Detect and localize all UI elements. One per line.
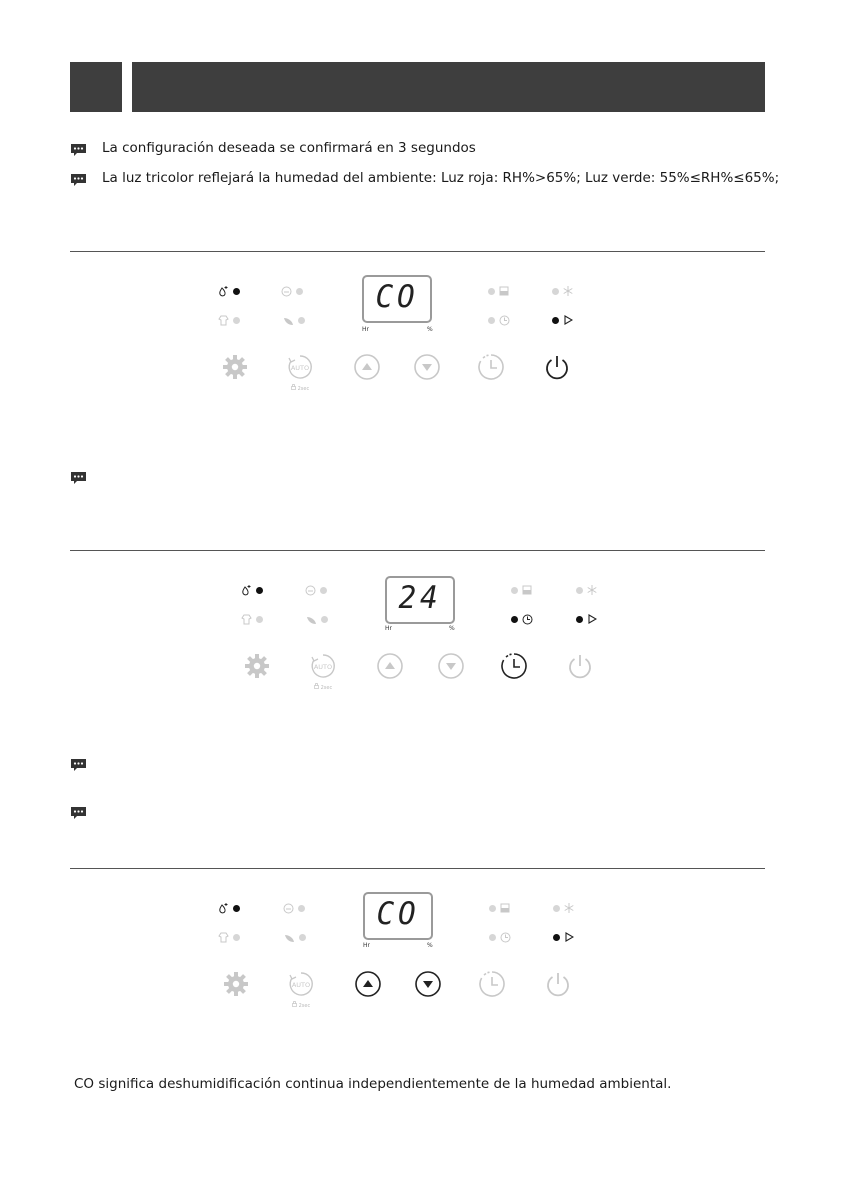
lock-icon	[292, 1001, 297, 1007]
status-dot	[256, 587, 263, 594]
note-confirm: La configuración deseada se confirmará en 3 segundos	[102, 140, 476, 156]
arrow-up-icon	[376, 652, 404, 680]
timer-icon	[478, 970, 506, 998]
power-icon	[544, 970, 572, 998]
settings-button[interactable]	[222, 970, 250, 998]
indicator-fan	[576, 614, 597, 624]
gear-icon	[243, 652, 271, 680]
snowflake-icon	[563, 286, 573, 296]
divider	[70, 868, 765, 869]
status-dot	[553, 905, 560, 912]
timer-button[interactable]	[500, 652, 528, 680]
arrow-up-icon	[354, 970, 382, 998]
status-dot	[320, 587, 327, 594]
indicator-defrost	[576, 585, 597, 595]
leaf-icon	[284, 932, 295, 943]
lcd-display	[363, 892, 433, 940]
fan-icon	[587, 614, 597, 624]
arrow-up-icon	[353, 353, 381, 381]
status-dot	[489, 905, 496, 912]
status-dot	[552, 288, 559, 295]
status-dot	[488, 288, 495, 295]
speech-bubble-icon	[70, 471, 87, 485]
child-lock-hint	[292, 1001, 310, 1009]
indicator-fan	[553, 932, 574, 942]
lcd-display	[362, 275, 432, 323]
face-icon	[283, 903, 294, 914]
up-button[interactable]	[353, 353, 381, 381]
down-button[interactable]	[437, 652, 465, 680]
power-icon	[566, 652, 594, 680]
indicator-timer	[511, 614, 533, 625]
control-panel-1	[0, 265, 843, 415]
indicator-dehumidify	[218, 902, 240, 914]
indicator-sleep	[284, 932, 306, 943]
section-number-box	[70, 62, 122, 112]
status-dot	[511, 616, 518, 623]
lcd-percent-label: %	[427, 942, 433, 949]
gear-icon	[222, 970, 250, 998]
indicator-mode	[281, 286, 303, 297]
auto-icon	[286, 353, 314, 381]
auto-label: AUTO	[290, 364, 310, 372]
up-button[interactable]	[376, 652, 404, 680]
indicator-mode	[283, 903, 305, 914]
lock-icon	[291, 384, 296, 390]
control-panel-2	[0, 566, 843, 716]
snowflake-icon	[587, 585, 597, 595]
status-dot	[552, 317, 559, 324]
control-panel-3	[0, 882, 843, 1032]
shirt-icon	[241, 614, 252, 625]
status-dot	[233, 288, 240, 295]
clock-icon	[499, 315, 510, 326]
divider	[70, 251, 765, 252]
speech-bubble-icon	[70, 173, 87, 187]
droplet-icon	[218, 902, 229, 914]
indicator-tank-full	[488, 286, 509, 296]
lock-icon	[314, 683, 319, 689]
timer-icon	[500, 652, 528, 680]
lcd-display	[385, 576, 455, 624]
status-dot	[298, 905, 305, 912]
status-dot	[256, 616, 263, 623]
power-icon	[543, 353, 571, 381]
tank-icon	[500, 903, 510, 913]
auto-button[interactable]	[286, 353, 314, 381]
speech-bubble-icon	[70, 143, 87, 157]
timer-button[interactable]	[477, 353, 505, 381]
indicator-dehumidify	[218, 285, 240, 297]
indicator-sleep	[306, 614, 328, 625]
indicator-dehumidify	[241, 584, 263, 596]
lcd-hr-label: Hr	[363, 942, 370, 949]
status-dot	[511, 587, 518, 594]
lcd-value: 24	[398, 580, 442, 616]
speech-bubble-icon	[70, 806, 87, 820]
status-dot	[299, 934, 306, 941]
leaf-icon	[283, 315, 294, 326]
auto-label: AUTO	[313, 663, 333, 671]
settings-button[interactable]	[243, 652, 271, 680]
auto-button[interactable]	[309, 652, 337, 680]
clock-icon	[500, 932, 511, 943]
lcd-hr-label: Hr	[385, 625, 392, 632]
child-lock-hint	[314, 683, 332, 691]
settings-button[interactable]	[221, 353, 249, 381]
lcd-value: CO	[376, 896, 420, 932]
lcd-percent-label: %	[427, 326, 433, 333]
arrow-down-icon	[413, 353, 441, 381]
fan-icon	[564, 932, 574, 942]
indicator-laundry	[218, 932, 240, 943]
snowflake-icon	[564, 903, 574, 913]
droplet-icon	[218, 285, 229, 297]
face-icon	[281, 286, 292, 297]
auto-label: AUTO	[291, 981, 311, 989]
footer-note: CO significa deshumidificación continua independientemente de la humedad ambiental.	[74, 1076, 672, 1092]
status-dot	[488, 317, 495, 324]
power-button[interactable]	[566, 652, 594, 680]
lock-duration: 2sec	[297, 386, 310, 392]
note-tricolor-light: La luz tricolor reflejará la humedad del ambiente: Luz roja: RH%>65%; Luz verde: 55%≤RH%≤65%;	[102, 170, 780, 186]
shirt-icon	[218, 932, 229, 943]
status-dot	[296, 288, 303, 295]
indicator-mode	[305, 585, 327, 596]
lcd-value: CO	[375, 279, 419, 315]
power-button[interactable]	[544, 970, 572, 998]
lcd-hr-label: Hr	[362, 326, 369, 333]
shirt-icon	[218, 315, 229, 326]
auto-icon	[287, 970, 315, 998]
droplet-icon	[241, 584, 252, 596]
indicator-defrost	[552, 286, 573, 296]
leaf-icon	[306, 614, 317, 625]
status-dot	[553, 934, 560, 941]
status-dot	[576, 587, 583, 594]
down-button[interactable]	[414, 970, 442, 998]
indicator-laundry	[218, 315, 240, 326]
child-lock-hint	[291, 384, 309, 392]
tank-icon	[522, 585, 532, 595]
lock-duration: 2sec	[320, 685, 333, 691]
status-dot	[233, 317, 240, 324]
gear-icon	[221, 353, 249, 381]
section-title-bar	[132, 62, 765, 112]
indicator-laundry	[241, 614, 263, 625]
status-dot	[233, 934, 240, 941]
down-button[interactable]	[413, 353, 441, 381]
indicator-sleep	[283, 315, 305, 326]
tank-icon	[499, 286, 509, 296]
indicator-timer	[489, 932, 511, 943]
status-dot	[233, 905, 240, 912]
fan-icon	[563, 315, 573, 325]
status-dot	[298, 317, 305, 324]
status-dot	[321, 616, 328, 623]
indicator-tank-full	[511, 585, 532, 595]
indicator-fan	[552, 315, 573, 325]
indicator-tank-full	[489, 903, 510, 913]
up-button[interactable]	[354, 970, 382, 998]
clock-icon	[522, 614, 533, 625]
status-dot	[489, 934, 496, 941]
face-icon	[305, 585, 316, 596]
auto-icon	[309, 652, 337, 680]
status-dot	[576, 616, 583, 623]
divider	[70, 550, 765, 551]
indicator-defrost	[553, 903, 574, 913]
lcd-percent-label: %	[449, 625, 455, 632]
arrow-down-icon	[437, 652, 465, 680]
arrow-down-icon	[414, 970, 442, 998]
auto-button[interactable]	[287, 970, 315, 998]
speech-bubble-icon	[70, 758, 87, 772]
indicator-timer	[488, 315, 510, 326]
power-button[interactable]	[543, 353, 571, 381]
lock-duration: 2sec	[298, 1003, 311, 1009]
timer-button[interactable]	[478, 970, 506, 998]
timer-icon	[477, 353, 505, 381]
